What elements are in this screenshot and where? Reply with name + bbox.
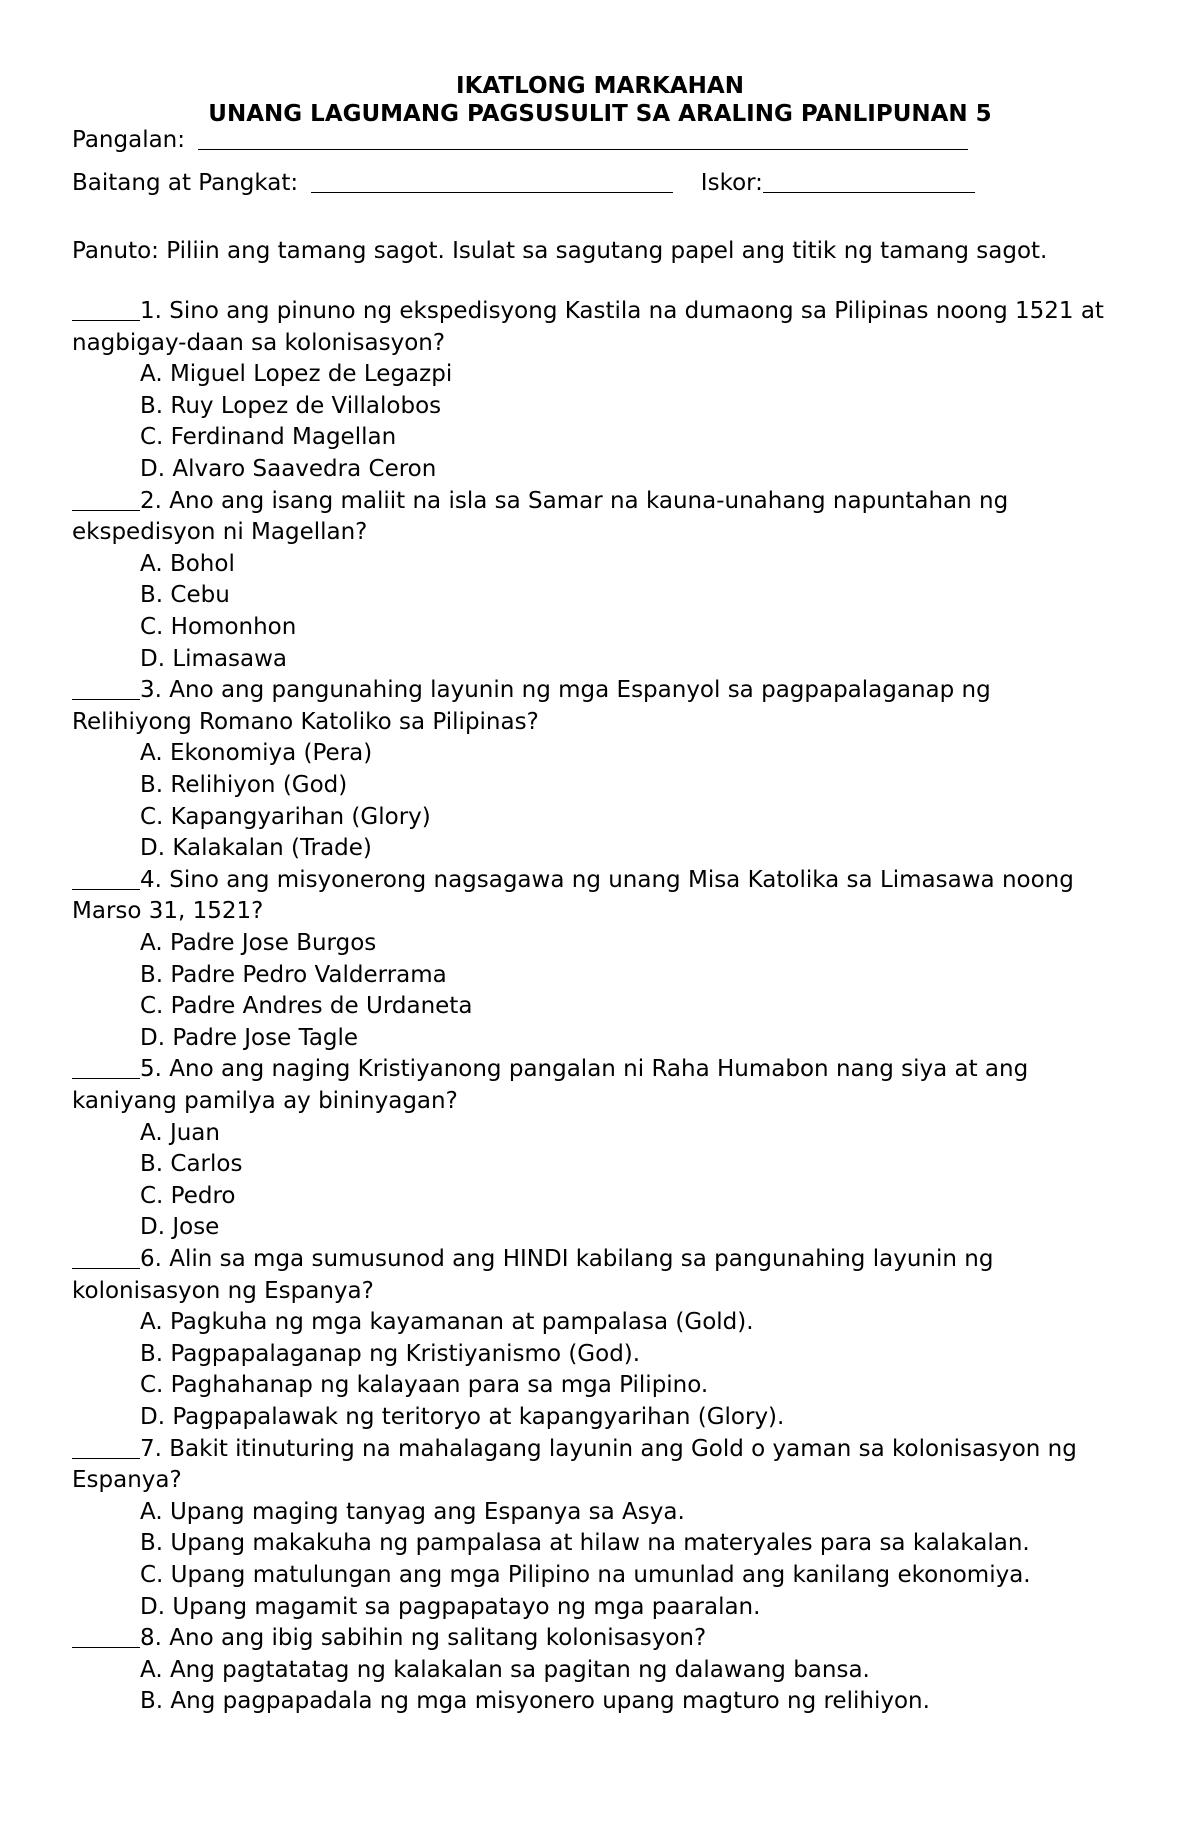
answer-choice: C. Ferdinand Magellan (140, 424, 397, 451)
answer-choice: A. Miguel Lopez de Legazpi (140, 361, 453, 388)
question-4 (72, 865, 1140, 897)
grade-blank[interactable] (311, 170, 673, 193)
question-3 (72, 675, 1140, 707)
answer-choice: B. Ruy Lopez de Villalobos (140, 392, 442, 419)
answer-choice: B. Cebu (140, 582, 230, 609)
answer-choice: C. Padre Andres de Urdaneta (140, 993, 473, 1020)
score-label: Iskor: (700, 170, 763, 196)
answer-choice: A. Pagkuha ng mga kayamanan at pampalasa (Gold). (140, 1309, 754, 1336)
answer-choice: B. Upang makakuha ng pampalasa at hilaw na materyales para sa kalakalan. (140, 1530, 1030, 1557)
question-7 (72, 1434, 1140, 1466)
answer-choice: A. Ekonomiya (Pera) (140, 740, 373, 767)
question-text-continued: Marso 31, 1521? (72, 898, 264, 925)
answer-blank[interactable] (72, 488, 140, 511)
question-text-continued: Relihiyong Romano Katoliko sa Pilipinas? (72, 708, 539, 735)
answer-choice: A. Juan (140, 1119, 220, 1146)
answer-choice: B. Padre Pedro Valderrama (140, 961, 447, 988)
question-text-continued: kolonisasyon ng Espanya? (72, 1277, 374, 1304)
grade-label: Baitang at Pangkat: (72, 170, 299, 196)
answer-choice: B. Ang pagpapadala ng mga misyonero upang magturo ng relihiyon. (140, 1688, 930, 1715)
answer-choice: B. Pagpapalaganap ng Kristiyanismo (God). (140, 1340, 641, 1367)
answer-choice: B. Relihiyon (God) (140, 772, 348, 798)
question-text: 8. Ano ang ibig sabihin ng salitang kolonisasyon? (140, 1625, 707, 1652)
grade-score-row (72, 168, 1140, 200)
name-field-row (72, 125, 1140, 157)
question-5 (72, 1054, 1140, 1086)
answer-choice: C. Upang matulungan ang mga Pilipino na umunlad ang kanilang ekonomiya. (140, 1562, 1031, 1588)
answer-choice: D. Alvaro Saavedra Ceron (140, 456, 437, 482)
answer-blank[interactable] (72, 1056, 140, 1079)
answer-choice: C. Pedro (140, 1182, 236, 1209)
question-text: 7. Bakit itinuturing na mahalagang layunin ang Gold o yaman sa kolonisasyon ng (140, 1435, 1077, 1462)
answer-choice: C. Homonhon (140, 614, 297, 640)
answer-choice: A. Ang pagtatatag ng kalakalan sa pagitan ng dalawang bansa. (140, 1656, 870, 1683)
question-6 (72, 1244, 1140, 1276)
question-text: 5. Ano ang naging Kristiyanong pangalan ni Raha Humabon nang siya at ang (140, 1056, 1029, 1083)
question-text: 3. Ano ang pangunahing layunin ng mga Espanyol sa pagpapalaganap ng (140, 677, 991, 704)
instructions: Panuto: Piliin ang tamang sagot. Isulat sa sagutang papel ang titik ng tamang sagot. (72, 238, 1048, 264)
answer-choice: A. Bohol (140, 550, 235, 577)
question-text-continued: Espanya? (72, 1467, 182, 1494)
page-subtitle: UNANG LAGUMANG PAGSUSULIT SA ARALING PANLIPUNAN 5 (208, 101, 992, 127)
name-label: Pangalan: (72, 127, 186, 153)
answer-choice: D. Pagpapalawak ng teritoryo at kapangyarihan (Glory). (140, 1404, 785, 1430)
answer-choice: A. Padre Jose Burgos (140, 930, 377, 956)
name-blank[interactable] (198, 127, 968, 150)
answer-choice: D. Jose (140, 1214, 220, 1241)
answer-choice: D. Padre Jose Tagle (140, 1024, 359, 1051)
answer-choice: C. Paghahanap ng kalayaan para sa mga Pilipino. (140, 1372, 709, 1399)
question-text: 1. Sino ang pinuno ng ekspedisyong Kastila na dumaong sa Pilipinas noong 1521 at (140, 298, 1104, 324)
score-blank[interactable] (763, 170, 975, 193)
question-text-continued: kaniyang pamilya ay bininyagan? (72, 1088, 458, 1114)
question-text-continued: ekspedisyon ni Magellan? (72, 519, 368, 546)
answer-choice: C. Kapangyarihan (Glory) (140, 803, 431, 830)
answer-choice: A. Upang maging tanyag ang Espanya sa Asya. (140, 1498, 685, 1525)
answer-choice: D. Upang magamit sa pagpapatayo ng mga paaralan. (140, 1593, 761, 1620)
question-text-continued: nagbigay-daan sa kolonisasyon? (72, 329, 446, 356)
answer-blank[interactable] (72, 1436, 140, 1459)
answer-blank[interactable] (72, 1246, 140, 1269)
question-text: 2. Ano ang isang maliit na isla sa Samar na kauna-unahang napuntahan ng (140, 487, 1009, 514)
answer-blank[interactable] (72, 1625, 140, 1648)
question-2 (72, 486, 1140, 518)
answer-choice: D. Kalakalan (Trade) (140, 835, 372, 862)
question-text: 4. Sino ang misyonerong nagsagawa ng unang Misa Katolika sa Limasawa noong (140, 866, 1074, 893)
answer-blank[interactable] (72, 867, 140, 890)
question-1 (72, 296, 1140, 328)
page-title: IKATLONG MARKAHAN (456, 73, 744, 99)
answer-choice: B. Carlos (140, 1151, 243, 1178)
question-text: 6. Alin sa mga sumusunod ang HINDI kabilang sa pangunahing layunin ng (140, 1246, 994, 1272)
answer-choice: D. Limasawa (140, 645, 288, 672)
answer-blank[interactable] (72, 298, 140, 321)
answer-blank[interactable] (72, 677, 140, 700)
question-8 (72, 1623, 1140, 1655)
